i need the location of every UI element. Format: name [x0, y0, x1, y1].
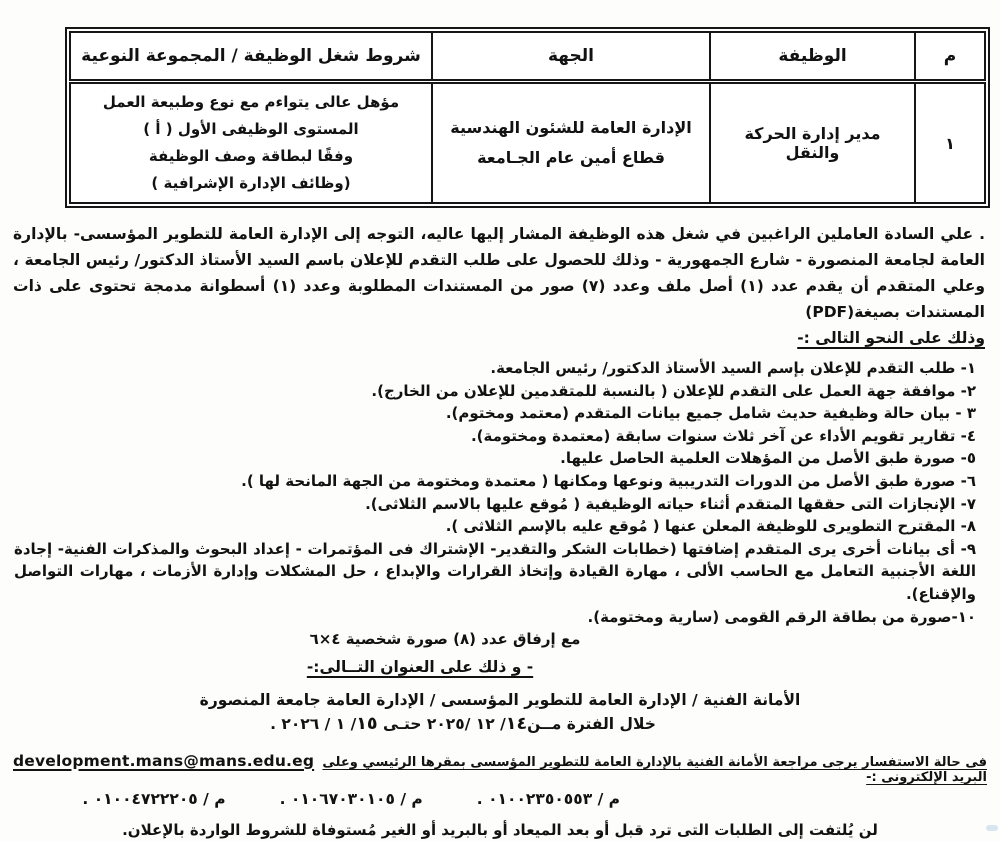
address-heading [0, 655, 920, 679]
list-item: ١٠-صورة من بطاقة الرقم القومى (سارية ومختومة). [587, 607, 976, 626]
list-item: ١- طلب التقدم للإعلان بإسم السيد الأستاذ الدكتور/ رئيس الجامعة. [490, 359, 976, 377]
list-item: ٥- صورة طبق الأصل من المؤهلات العلمية الحاصل عليها. [560, 449, 976, 468]
list-item: ٧- الإنجازات التى حققها المتقدم أثناء حياته الوظيفية ( مُوقع عليها بالاسم الثلاثى). [365, 494, 976, 513]
application-period-line [0, 712, 963, 736]
list-item: ٢- موافقة جهة العمل على التقدم للإعلان ( بالنسبة للمتقدمين للإعلان من الخارج). [371, 381, 976, 400]
table-row [70, 82, 985, 204]
requirement-line: مؤهل عالى يتواءم مع نوع وطبيعة العمل [102, 93, 400, 111]
header-entity: الجهة [432, 32, 710, 82]
jobs-table [69, 31, 986, 204]
list-item: ٩- أى بيانات أخرى يرى المتقدم إضافتها (خطابات الشكر والتقدير- الإشتراك فى المؤتمرات - إعداد البحوث والمذكرات الفنية- إجادة اللغة الأجنبية التعامل مع الحاسب الألى ، مهارة القيادة وإتخاذ القرارات والإبداع ، حل المشكلات وإدارة الأزمات ، مهارات التواصل والإقناع). [14, 539, 976, 603]
requirement-line: وفقًا لبطاقة وصف الوظيفة [148, 147, 354, 165]
phone-number: م / ٠١٠٠٢٣٥٠٥٥٣ . [476, 789, 620, 808]
contact-line [13, 752, 987, 785]
period-prefix: خلال الفترة مــن [527, 714, 656, 733]
list-item: ٣ - بيان حالة وظيفية حديث شامل جميع بيانات المتقدم (معتمد ومختوم). [445, 404, 976, 423]
cell-position: مدير إدارة الحركة والنقل [710, 82, 915, 204]
entity-line: قطاع أمين عام الجـامعة [477, 148, 665, 167]
header-position: الوظيفة [710, 32, 915, 82]
intro-paragraph: . علي السادة العاملين الراغبين في شغل هذه الوظيفة المشار إليها عاليه، التوجه إلى الإدارة العامة للتطوير المؤسسى- بالإدارة العامة لجامعة المنصورة - شارع الجمهورية - وذلك للحصول على طلب التقدم للإعلان باسم السيد الأستاذ الدكتور/ رئيس الجامعة ، وعلي المتقدم أن يقدم عدد (١) أصل ملف وعدد (٧) صور من المستندات المطلوبة وعدد (١) أسطوانة مدمجة تحتوى على ذات المستندات بصيغة(PDF) [13, 225, 985, 321]
jobs-table-header-row [70, 32, 985, 82]
cell-requirements [70, 82, 432, 204]
final-note: لن يُلتفت إلى الطلبات التى ترد قبل أو بعد الميعاد أو بالبريد أو الغير مُستوفاة للشروط الواردة بالإعلان. [122, 820, 878, 839]
requirement-line: (وظائف الإدارة الإشرافية ) [151, 174, 351, 192]
header-number: م [915, 32, 985, 82]
list-item: ٨- المقترح التطويرى للوظيفة المعلن عنها ( مُوقع عليه بالإسم الثلاثى ). [445, 517, 976, 536]
phone-numbers-line [0, 788, 620, 810]
list-item: ٤- تقارير تقويم الأداء عن آخر ثلاث سنوات سابقة (معتمدة ومختومة). [470, 426, 976, 445]
requirement-line: المستوى الوظيفى الأول ( أ ) [143, 120, 359, 138]
address-heading-underlined: - و ذلك على العنوان التــالى:- [306, 657, 534, 676]
cell-entity [432, 82, 710, 204]
contact-label: فى حالة الاستفسار يرجى مراجعة الأمانة الفنية بالإدارة العامة للتطوير المؤسسى بمقرها الرئيسي وعلى البريد الإلكترونى :- [322, 754, 987, 785]
entity-line: الإدارة العامة للشئون الهندسية [450, 118, 692, 137]
phone-number: م / ٠١٠٦٧٠٣٠١٠٥ . [279, 789, 423, 808]
intro-tail-underlined: وذلك على النحو التالى :- [797, 329, 985, 347]
period-from-day: ١٤ [505, 713, 528, 734]
photo-attachment-note: مع إرفاق عدد (٨) صورة شخصية ٤×٦ [309, 630, 581, 649]
list-item: ٦- صورة طبق الأصل من الدورات التدريبية ونوعها ومكانها ( معتمدة ومختومة من الجهة المانحة لها ). [241, 471, 976, 490]
header-requirements: شروط شغل الوظيفة / المجموعة النوعية [70, 32, 432, 82]
contact-email: development.mans@mans.edu.eg [13, 751, 315, 770]
address-line: الأمانة الفنية / الإدارة العامة للتطوير المؤسسى / الإدارة العامة جامعة المنصورة [199, 690, 801, 709]
intro-tail-line [15, 325, 985, 351]
period-suffix: / ١ / ٢٠٢٦ . [270, 714, 357, 733]
jobs-table-wrap [65, 27, 990, 208]
phone-number: م / ٠١٠٠٤٧٢٢٢٠٥ . [82, 789, 226, 808]
period-middle: / ١٢ /٢٠٢٥ حتـى [377, 714, 506, 733]
period-to-day: ١٥ [356, 713, 378, 734]
required-documents-list [14, 357, 976, 628]
scanned-job-announcement [0, 27, 1000, 839]
cell-row-number: ١ [915, 82, 985, 204]
scan-artifact [986, 825, 998, 831]
